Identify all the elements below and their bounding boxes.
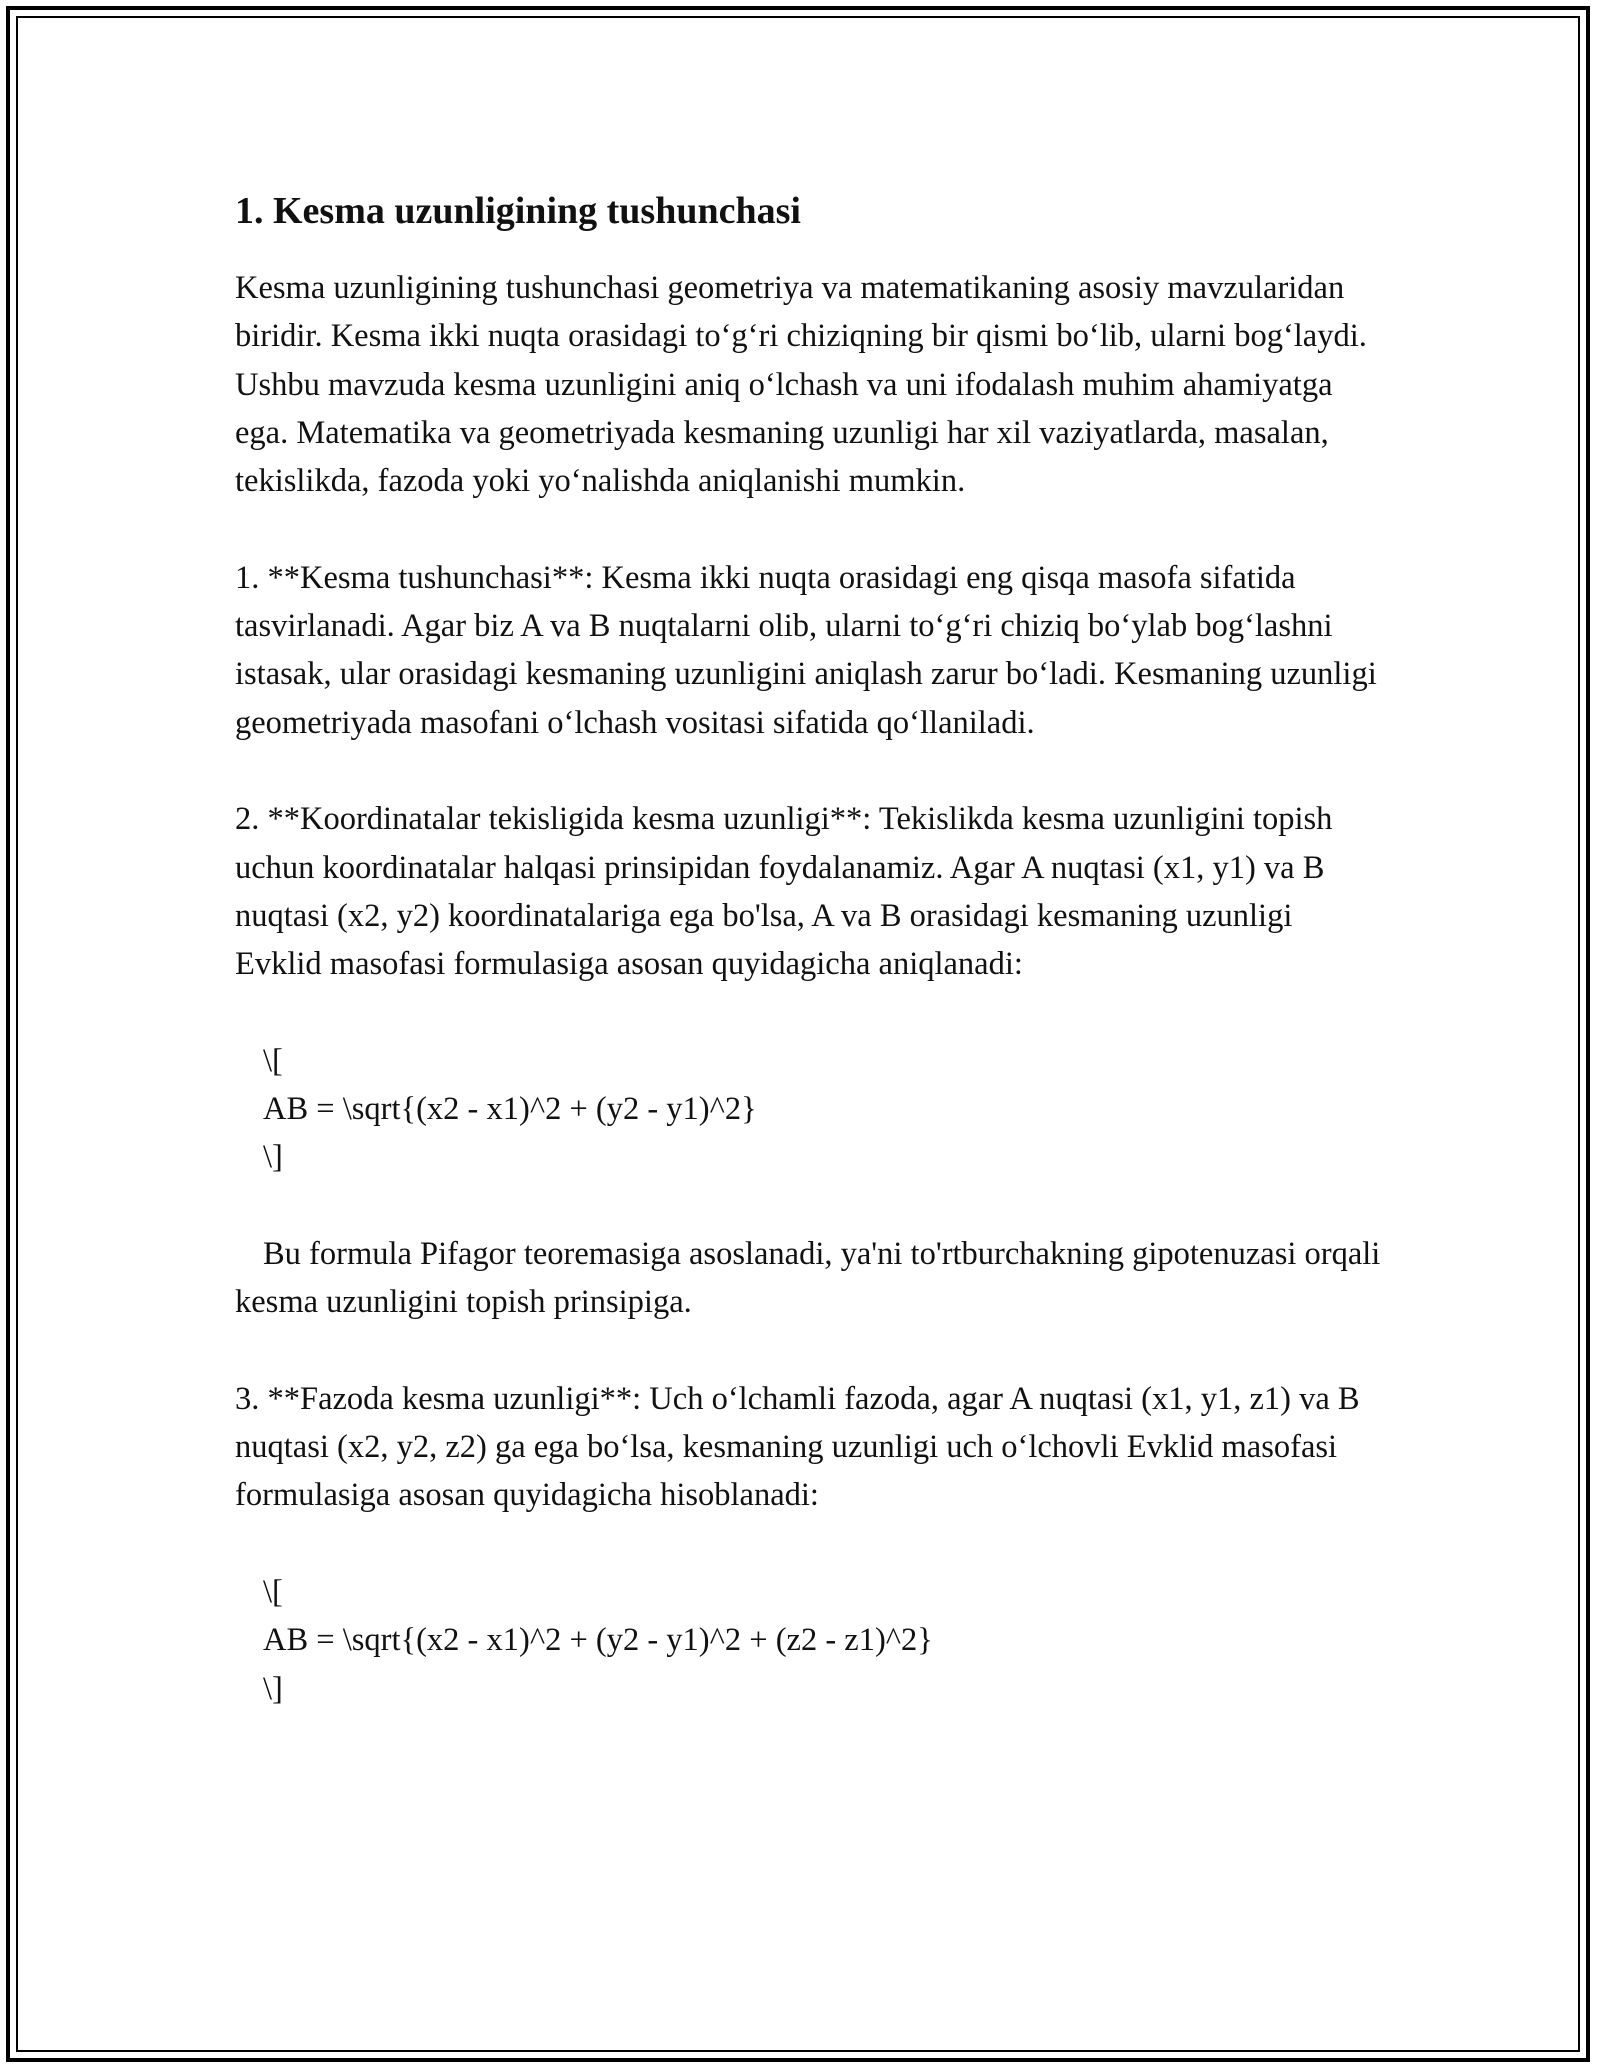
intro-paragraph: Kesma uzunligining tushunchasi geometriya va matematikaning asosiy mavzularidan biridir. Kesma ikki nuqta orasidagi to‘g‘ri chiziqning bir qismi bo‘lib, ularni bog‘laydi. Ushbu mavzuda kesma uzunligini aniq o‘lchash va uni ifodalash muhim ahamiyatga ega. Matematika va geometriyada kesmaning uzunligi har xil vaziyatlarda, masalan, tekislikda, fazoda yoki yo‘nalishda aniqlanishi mumkin. <box>235 270 1367 500</box>
paragraph-spacer <box>235 1327 1385 1375</box>
paragraph-spacer <box>235 988 1385 1036</box>
paragraph-spacer <box>235 747 1385 795</box>
formula-note: Bu formula Pifagor teoremasiga asoslanadi, ya'ni to'rtburchakning gipotenuzasi orqali kesma uzunligini topish prinsipiga. <box>235 1235 1381 1321</box>
formula-expression: AB = \sqrt{(x2 - x1)^2 + (y2 - y1)^2 + (z2 - z1)^2} <box>263 1622 933 1659</box>
formula-open: \[ <box>263 1574 283 1611</box>
section-heading: 1. Kesma uzunligining tushunchasi <box>235 190 801 232</box>
formula-close: \] <box>263 1670 283 1707</box>
document-content <box>235 186 1385 1713</box>
paragraph-spacer <box>235 1182 1385 1230</box>
formula-open: \[ <box>263 1042 283 1079</box>
list-item-3: 3. **Fazoda kesma uzunligi**: Uch o‘lchamli fazoda, agar A nuqtasi (x1, y1, z1) va B nuqtasi (x2, y2, z2) ga ega bo‘lsa, kesmaning uzunligi uch o‘lchovli Evklid masofasi formulasiga asosan quyidagicha hisoblanadi: <box>235 1380 1360 1514</box>
paragraph-spacer <box>235 1520 1385 1568</box>
formula-close: \] <box>263 1139 283 1176</box>
list-item-1: 1. **Kesma tushunchasi**: Kesma ikki nuqta orasidagi eng qisqa masofa sifatida tasvirlanadi. Agar biz A va B nuqtalarni olib, ularni to‘g‘ri chiziq bo‘ylab bog‘lashni istasak, ular orasidagi kesmaning uzunligini aniqlash zarur bo‘ladi. Kesmaning uzunligi geometriyada masofani o‘lchash vositasi sifatida qo‘llaniladi. <box>235 559 1377 741</box>
list-item-2: 2. **Koordinatalar tekisligida kesma uzunligi**: Tekislikda kesma uzunligini topish uchun koordinatalar halqasi prinsipidan foydalanamiz. Agar A nuqtasi (x1, y1) va B nuqtasi (x2, y2) koordinatalariga ega bo'lsa, A va B orasidagi kesmaning uzunligi Evklid masofasi formulasiga asosan quyidagicha aniqlanadi: <box>235 801 1333 983</box>
formula-block-3d <box>235 1568 1385 1713</box>
formula-block-2d <box>235 1037 1385 1182</box>
formula-expression: AB = \sqrt{(x2 - x1)^2 + (y2 - y1)^2} <box>263 1091 757 1128</box>
paragraph-spacer <box>235 505 1385 553</box>
